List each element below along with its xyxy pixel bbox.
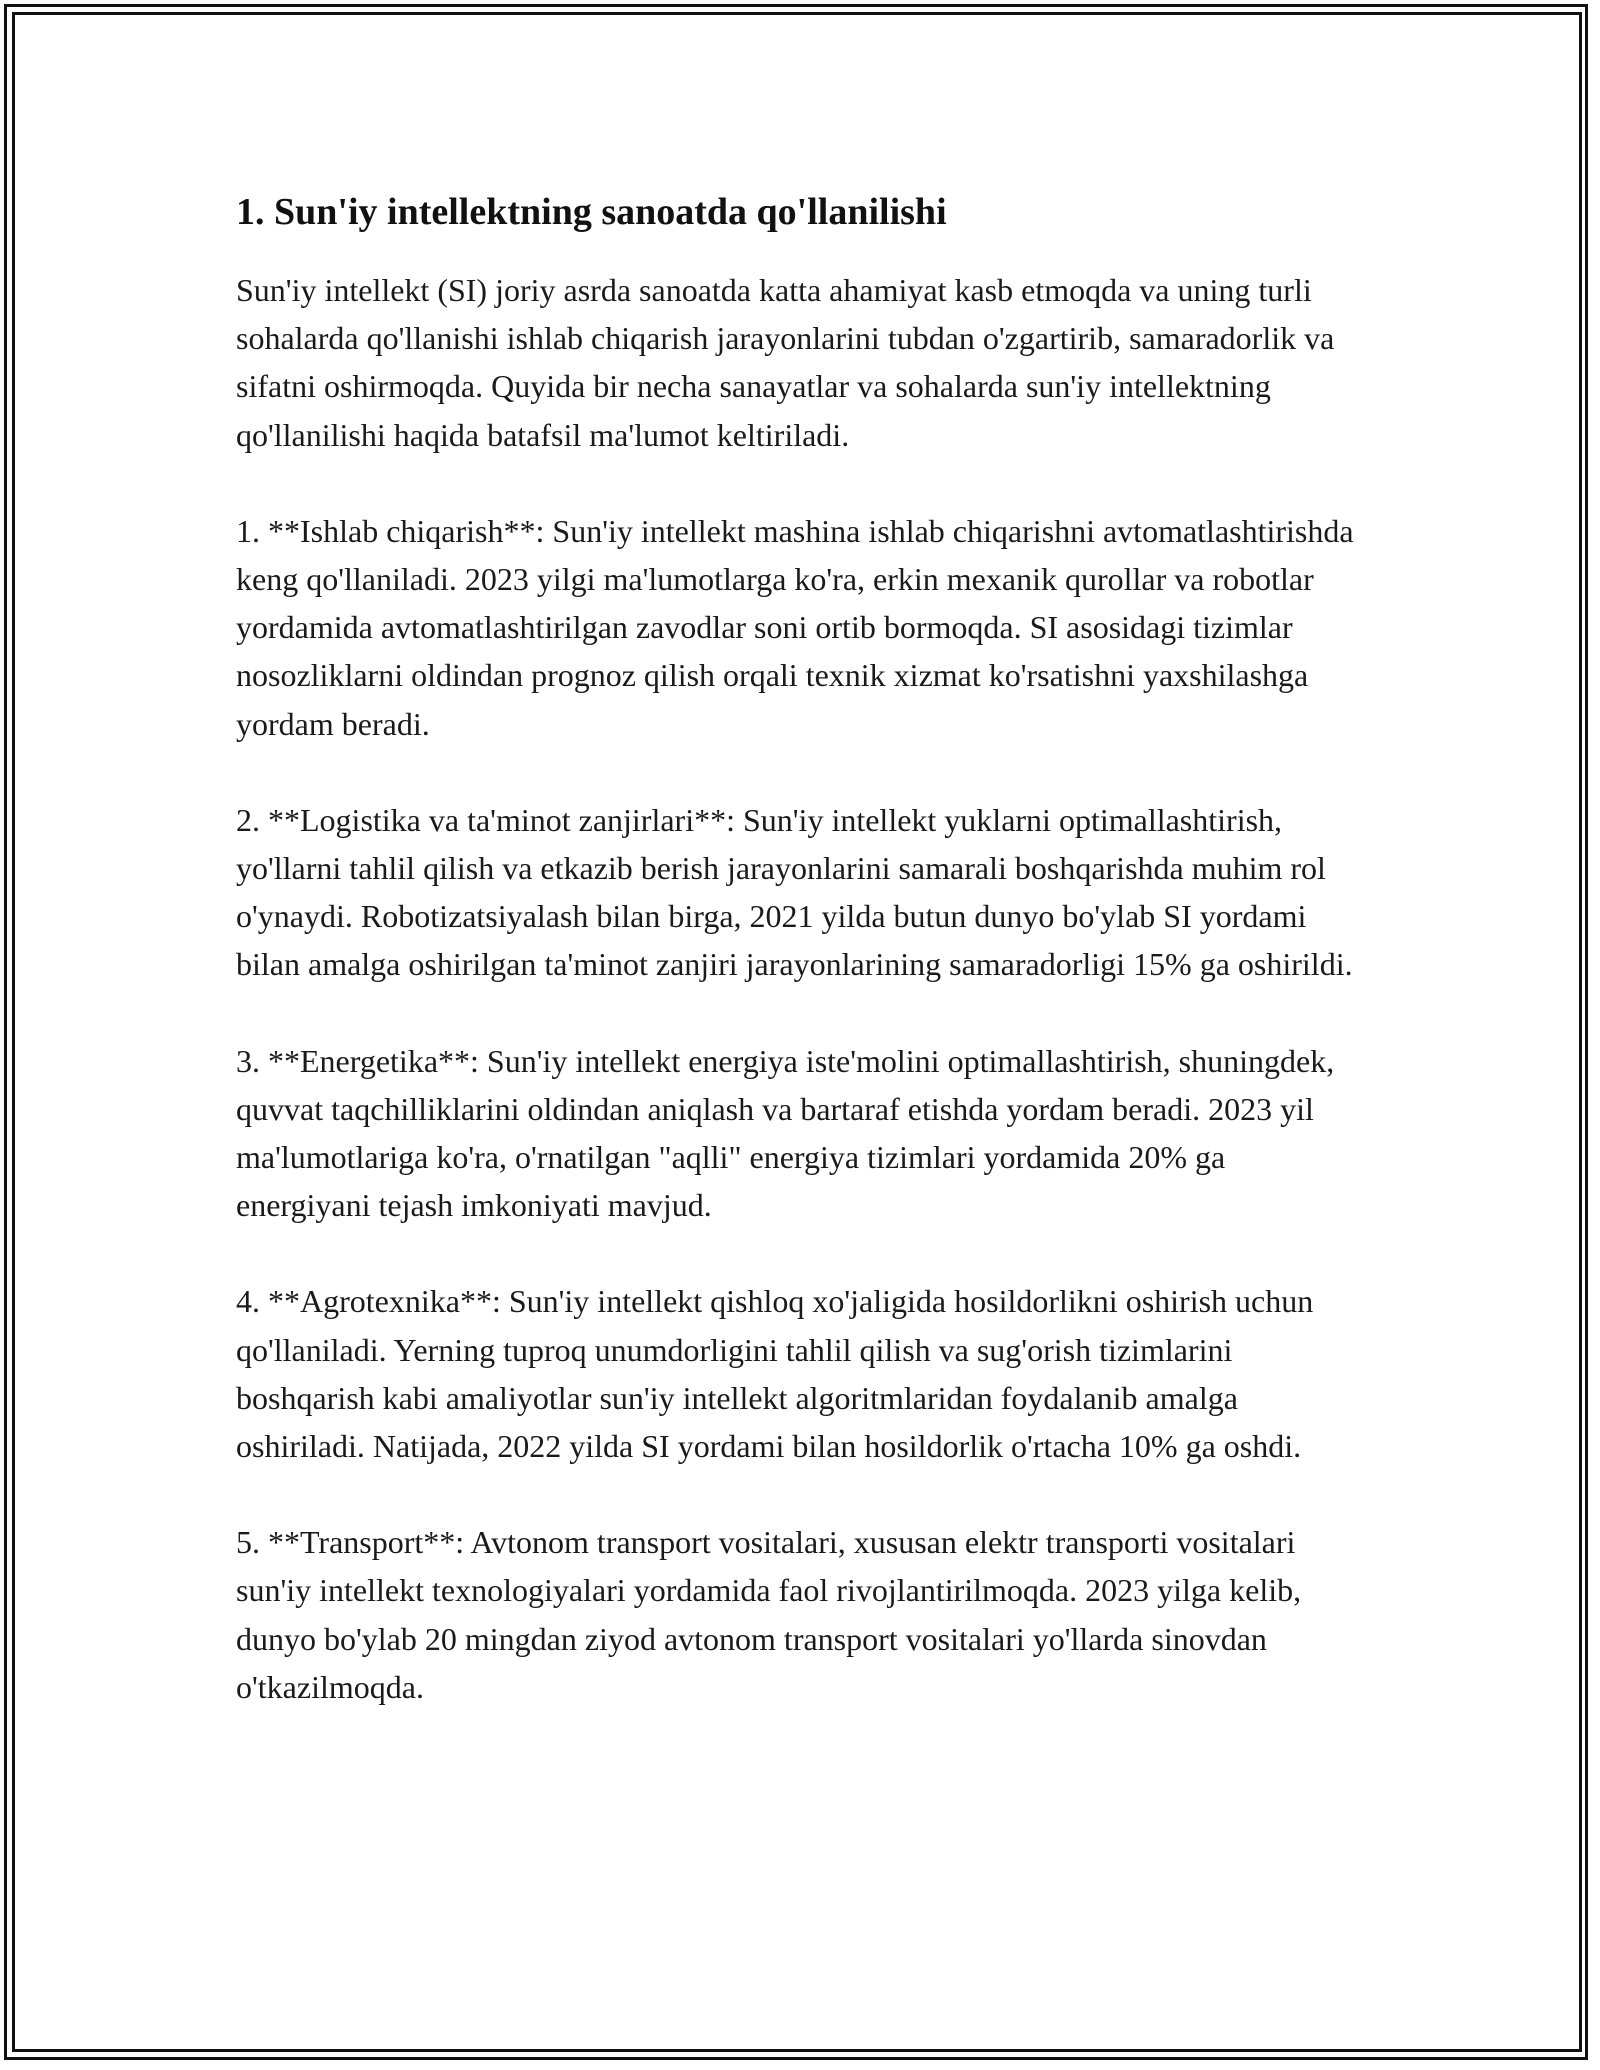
intro-paragraph: Sun'iy intellekt (SI) joriy asrda sanoatda katta ahamiyat kasb etmoqda va uning turli sohalarda qo'llanishi ishlab chiqarish jarayonlarini tubdan o'zgartirib, samaradorlik va sifatni oshirmoqda. Quyida bir necha sanayatlar va sohalarda sun'iy intellektning qo'llanilishi haqida batafsil ma'lumot keltiriladi. — [236, 272, 1335, 453]
section-logistics: 2. **Logistika va ta'minot zanjirlari**: Sun'iy intellekt yuklarni optimallashtirish, yo'llarni tahlil qilish va etkazib berish jarayonlarini samarali boshqarishda muhim rol o'ynaydi. Robotizatsiyalash bilan birga, 2021 yilda butun dunyo bo'ylab SI yordami bilan amalga oshirilgan ta'minot zanjiri jarayonlarining samaradorligi 15% ga oshirildi. — [236, 801, 1353, 983]
section-transport: 5. **Transport**: Avtonom transport vositalari, xususan elektr transporti vositalari sun'iy intellekt texnologiyalari yordamida faol rivojlantirilmoqda. 2023 yilga kelib, dunyo bo'ylab 20 mingdan ziyod avtonom transport vositalari yo'llarda sinovdan o'tkazilmoqda. — [236, 1524, 1302, 1705]
section-manufacturing: 1. **Ishlab chiqarish**: Sun'iy intellekt mashina ishlab chiqarishni avtomatlashtirishda keng qo'llaniladi. 2023 yilgi ma'lumotlarga ko'ra, erkin mexanik qurollar va robotlar yordamida avtomatlashtirilgan zavodlar soni ortib bormoqda. SI asosidagi tizimlar nosozliklarni oldindan prognoz qilish orqali texnik xizmat ko'rsatishni yaxshilashga yordam beradi. — [236, 512, 1354, 742]
section-agrotechnics: 4. **Agrotexnika**: Sun'iy intellekt qishloq xo'jaligida hosildorlikni oshirish uchun qo'llaniladi. Yerning tuproq unumdorligini tahlil qilish va sug'orish tizimlarini boshqarish kabi amaliyotlar sun'iy intellekt algoritmlaridan foydalanib amalga oshiriladi. Natijada, 2022 yilda SI yordami bilan hosildorlik o'rtacha 10% ga oshdi. — [236, 1283, 1314, 1465]
document-body — [236, 184, 1366, 1759]
document-title: 1. Sun'iy intellektning sanoatda qo'llanilishi — [236, 191, 947, 233]
section-energy: 3. **Energetika**: Sun'iy intellekt energiya iste'molini optimallashtirish, shuningdek, quvvat taqchilliklarini oldindan aniqlash va bartaraf etishda yordam beradi. 2023 yil ma'lumotlariga ko'ra, o'rnatilgan "aqlli" energiya tizimlari yordamida 20% ga energiyani tejash imkoniyati mavjud. — [236, 1042, 1335, 1224]
